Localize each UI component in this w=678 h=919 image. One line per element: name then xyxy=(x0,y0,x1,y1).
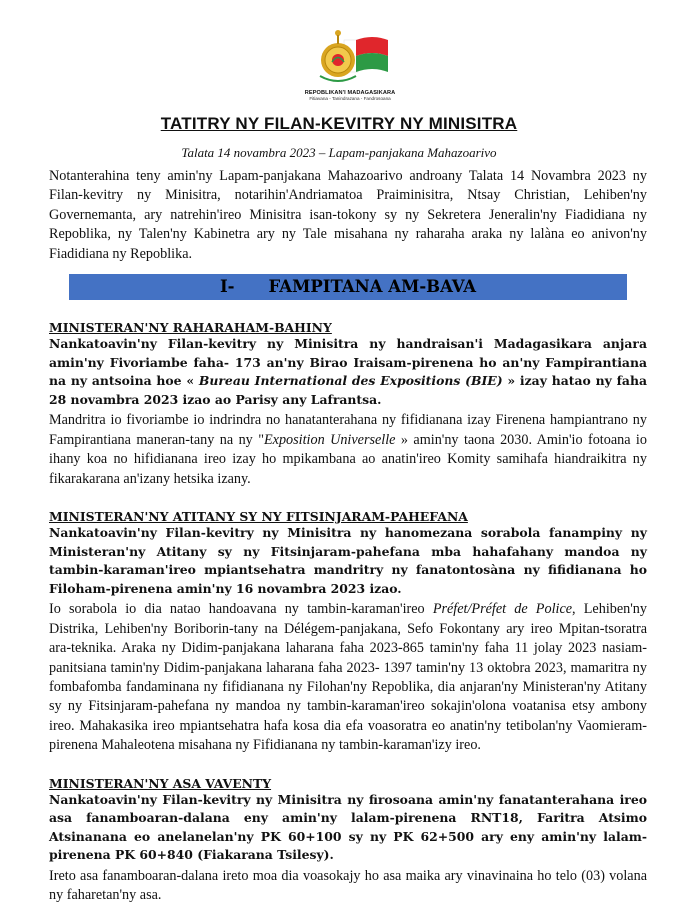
detail-italic: Exposition Universelle xyxy=(263,431,396,448)
section-detail-interior xyxy=(49,600,647,755)
decision-text-end: » izay hatao ny faha 28 novambra 2023 izao ao Parisy any Lafrantsa. xyxy=(49,373,647,407)
section-title-interior: MINISTERAN'NY ATITANY SY NY FITSINJARAM-PAHEFANA xyxy=(49,509,468,525)
section-banner xyxy=(69,274,627,300)
banner-label: FAMPITANA AM-BAVA xyxy=(268,277,477,297)
section-title-public-works: MINISTERAN'NY ASA VAVENTY xyxy=(49,775,272,791)
section-decision-foreign-affairs xyxy=(49,335,647,409)
banner-number: I- xyxy=(219,277,235,297)
section-title-foreign-affairs: MINISTERAN'NY RAHARAHAM-BAHINY xyxy=(49,320,332,336)
section-decision-interior: Nankatoavin'ny Filan-kevitry ny Minisitra ny hanomezana sorabola fanampiny ny Ministeran'ny Atitany sy ny Fitsinjaram-pahefana mba hahafahany mandoa ny tambin-karaman'ireo mpiantsehatra mandritry ny fanatontosàna ny fifidianana ho Filoham-pirenena amin'ny 16 novambra 2023 izao. xyxy=(49,525,647,596)
dateline: Talata 14 novambra 2023 – Lapam-panjakana Mahazoarivo xyxy=(181,145,497,160)
decision-text: Nankatoavin'ny Filan-kevitry ny Minisitra ny handraisan'i Madagasikara anjara amin'ny Fivoriambe faha- 173 an'ny Birao Iraisam-pirenena ho an'ny Fampirantiana na ny antsoina hoe « xyxy=(49,336,647,389)
decision-italic: Bureau International des Expositions (BIE) xyxy=(198,373,503,389)
detail-text: Mandritra io fivoriambe io indrindra no hanatanterahana ny fifidianana izay Firenena hampiantrano ny Fampirantiana maneran-tany na ny " xyxy=(49,412,647,448)
page-title: TATITRY NY FILAN-KEVITRY NY MINISITRA xyxy=(160,114,518,133)
detail-italic: Préfet/Préfet de Police xyxy=(432,601,573,618)
detail-text-end: » amin'ny taona 2030. Amin'io fotoana io ihany koa no hifidianana ireo izay ho mpikambana ao anatin'ireo Komity samihafa hiandraikitra ny fikarakarana an'izany hetsika izany. xyxy=(49,431,647,487)
intro-paragraph: Notanterahina teny amin'ny Lapam-panjakana Mahazoarivo androany Talata 14 Novambra 2023 ny Filan-kevitry ny Minisitra, notarihin'Andriamatoa Praiminisitra, Ntsay Christian, Lehiben'ny Governemanta, ary natrehin'ireo Minisitra isan-tokony sy ny Sekretera Jeneralin'ny Fiadidiana ny Repoblika, ny Talen'ny Kabinetra ary ny Tale misahana ny raharaha araka ny lalàna eo anivon'ny Fiadidiana ny Repoblika. xyxy=(49,168,647,262)
emblem-icon xyxy=(300,26,400,92)
section-detail-foreign-affairs xyxy=(49,411,647,489)
detail-text-end: , Lehiben'ny Distrika, Lehiben'ny Boriborin-tany na Délégem-panjakana, Sefo Fokontany ary ireo Mpitan-tsoratra ara-teknika. Araka ny Didim-panjakana laharana faha 2023-865 tamin'ny faha 11 jolay 2023 nasiam-panitsiana tamin'ny Didim-panjakana laharana faha 2023- 1397 tamin'ny 13 oktobra 2023, mamaritra ny fombafomba fandaminana ny fifidianana ny Filohan'ny Repoblika, dia anjaran'ny Ministeran'ny Atitany sy ny Fitsinjaram-pahefana ny mandoa ny tambin-karaman'ireo sokajin'olona voatanisa etsy ambony ireo. Mahakasika ireo mpiantsehatra hafa kosa dia efa voasoratra eo anatin'ny tetibolan'ny Vaomieram-pirenena Mahaleotena misahana ny Fifidianana ny tambin-karaman'izy ireo. xyxy=(49,601,647,754)
report-body xyxy=(49,167,647,906)
emblem-name: REPOBLIKAN'I MADAGASIKARA xyxy=(304,90,396,96)
section-detail-public-works: Ireto asa fanamboaran-dalana ireto moa dia voasokajy ho asa maika ary vinavinaina ho telo (03) volana ny faharetan'ny asa. xyxy=(49,868,647,904)
detail-text: Io sorabola io dia natao handoavana ny tambin-karaman'ireo xyxy=(49,601,433,618)
emblem-motto: Fitiavana - Tanindrazana - Fandrosoana xyxy=(309,96,391,101)
republic-emblem xyxy=(300,26,400,108)
section-decision-public-works: Nankatoavin'ny Filan-kevitry ny Minisitra ny firosoana amin'ny fanatanterahana ireo asa fanamboaran-dalana eny amin'ny lalam-pirenena RNT18, Faritra Atsimo Atsinanana eo anelanelan'ny PK 60+100 sy ny PK 62+500 ary eny amin'ny lalam-pirenena PK 60+840 (Fiakarana Tsilesy). xyxy=(49,791,647,863)
